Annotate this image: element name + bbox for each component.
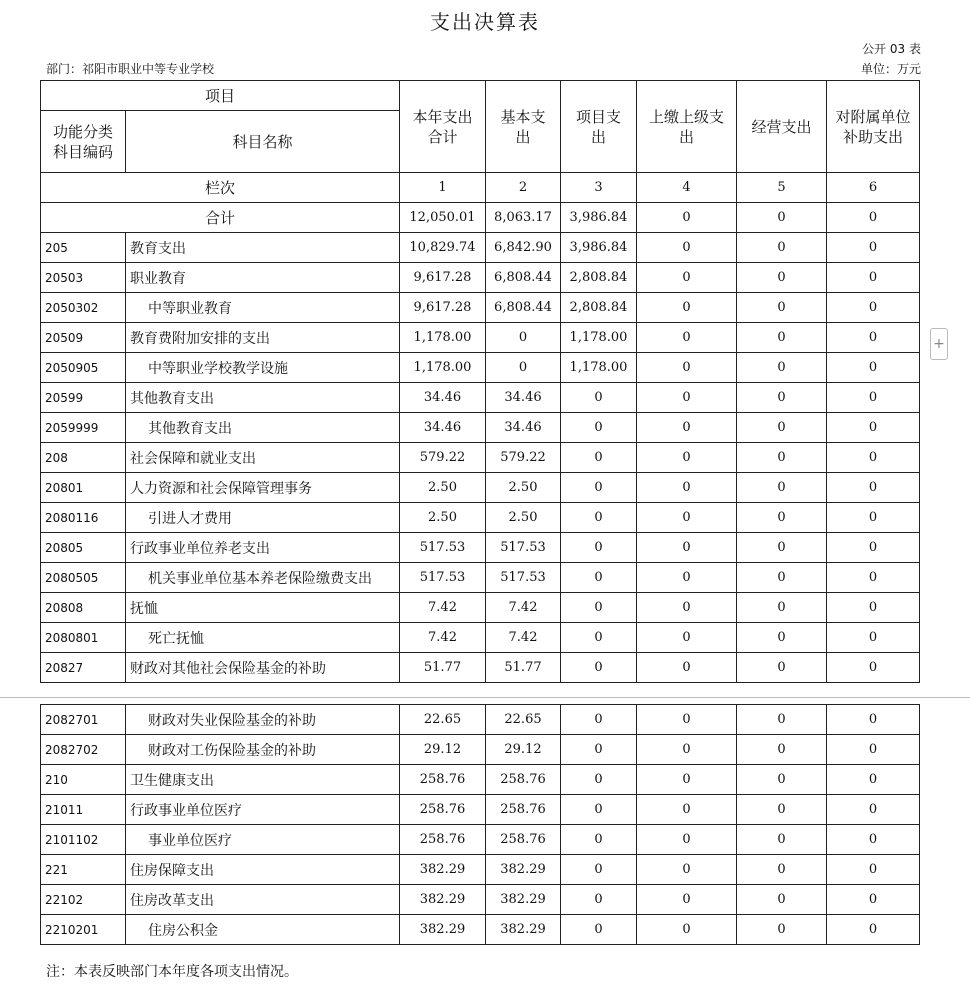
- amount-cell: 0: [737, 735, 827, 765]
- subject-code: 20805: [41, 533, 126, 563]
- subject-code: 20503: [41, 263, 126, 293]
- amount-cell: 382.29: [400, 855, 486, 885]
- amount-cell: 0: [737, 473, 827, 503]
- table-row: [41, 293, 920, 323]
- amount-cell: 579.22: [400, 443, 486, 473]
- amount-cell: 0: [637, 503, 737, 533]
- col-number: 1: [400, 173, 486, 203]
- amount-cell: 0: [561, 563, 637, 593]
- header-name: 科目名称: [126, 111, 400, 173]
- amount-cell: 7.42: [486, 593, 561, 623]
- amount-cell: 29.12: [486, 735, 561, 765]
- table-row: [41, 653, 920, 683]
- amount-cell: 0: [827, 563, 920, 593]
- amount-cell: 0: [561, 765, 637, 795]
- subject-code: 221: [41, 855, 126, 885]
- col-number: 6: [827, 173, 920, 203]
- subject-code: 20801: [41, 473, 126, 503]
- amount-cell: 0: [637, 915, 737, 945]
- header-item: 项目: [41, 81, 400, 111]
- amount-cell: 258.76: [486, 795, 561, 825]
- amount-cell: 0: [637, 825, 737, 855]
- total-cell: 0: [637, 203, 737, 233]
- amount-cell: 258.76: [400, 765, 486, 795]
- amount-cell: 0: [561, 705, 637, 735]
- amount-cell: 0: [827, 593, 920, 623]
- amount-cell: 0: [637, 855, 737, 885]
- subject-name: 财政对失业保险基金的补助: [126, 705, 400, 735]
- header-col-remit: 上缴上级支 出: [637, 81, 737, 173]
- subject-code: 2080801: [41, 623, 126, 653]
- amount-cell: 0: [827, 413, 920, 443]
- subject-name: 住房改革支出: [126, 885, 400, 915]
- amount-cell: 0: [827, 233, 920, 263]
- amount-cell: 382.29: [486, 915, 561, 945]
- col-number: 3: [561, 173, 637, 203]
- amount-cell: 0: [561, 623, 637, 653]
- subject-code: 20808: [41, 593, 126, 623]
- subject-code: 2101102: [41, 825, 126, 855]
- expenditure-table-page-1: [40, 80, 920, 683]
- amount-cell: 0: [737, 323, 827, 353]
- amount-cell: 0: [637, 735, 737, 765]
- amount-cell: 517.53: [400, 563, 486, 593]
- amount-cell: 517.53: [486, 533, 561, 563]
- amount-cell: 29.12: [400, 735, 486, 765]
- table-row: [41, 263, 920, 293]
- amount-cell: 0: [561, 915, 637, 945]
- subject-code: 2082701: [41, 705, 126, 735]
- col-number: 4: [637, 173, 737, 203]
- table-row: [41, 323, 920, 353]
- col-number: 5: [737, 173, 827, 203]
- amount-cell: 7.42: [400, 593, 486, 623]
- amount-cell: 0: [737, 795, 827, 825]
- subject-code: 22102: [41, 885, 126, 915]
- amount-cell: 0: [637, 473, 737, 503]
- amount-cell: 0: [827, 765, 920, 795]
- subject-code: 2050905: [41, 353, 126, 383]
- amount-cell: 51.77: [400, 653, 486, 683]
- header-col-subsidy: 对附属单位 补助支出: [827, 81, 920, 173]
- amount-cell: 0: [561, 825, 637, 855]
- subject-name: 行政事业单位医疗: [126, 795, 400, 825]
- table-row: [41, 825, 920, 855]
- amount-cell: 0: [827, 795, 920, 825]
- subject-name: 教育支出: [126, 233, 400, 263]
- amount-cell: 382.29: [486, 885, 561, 915]
- amount-cell: 258.76: [486, 825, 561, 855]
- table-row: [41, 855, 920, 885]
- subject-name: 事业单位医疗: [126, 825, 400, 855]
- table-row: [41, 623, 920, 653]
- subject-name: 财政对其他社会保险基金的补助: [126, 653, 400, 683]
- subject-code: 2080505: [41, 563, 126, 593]
- amount-cell: 0: [637, 293, 737, 323]
- amount-cell: 9,617.28: [400, 263, 486, 293]
- footnote: 注：本表反映部门本年度各项支出情况。: [46, 964, 298, 980]
- table-row: [41, 705, 920, 735]
- amount-cell: 0: [637, 653, 737, 683]
- table-row: [41, 765, 920, 795]
- amount-cell: 1,178.00: [561, 323, 637, 353]
- amount-cell: 0: [827, 653, 920, 683]
- amount-cell: 0: [561, 383, 637, 413]
- subject-name: 教育费附加安排的支出: [126, 323, 400, 353]
- amount-cell: 0: [737, 825, 827, 855]
- subject-name: 卫生健康支出: [126, 765, 400, 795]
- amount-cell: 0: [561, 653, 637, 683]
- amount-cell: 258.76: [400, 825, 486, 855]
- amount-cell: 0: [561, 795, 637, 825]
- amount-cell: 0: [737, 765, 827, 795]
- expand-button[interactable]: +: [930, 328, 948, 360]
- table-row: [41, 413, 920, 443]
- amount-cell: 34.46: [400, 413, 486, 443]
- total-row: [41, 203, 920, 233]
- amount-cell: 10,829.74: [400, 233, 486, 263]
- amount-cell: 6,808.44: [486, 263, 561, 293]
- amount-cell: 0: [827, 623, 920, 653]
- amount-cell: 1,178.00: [400, 353, 486, 383]
- table-row: [41, 533, 920, 563]
- amount-cell: 0: [637, 413, 737, 443]
- amount-cell: 6,808.44: [486, 293, 561, 323]
- amount-cell: 0: [827, 885, 920, 915]
- amount-cell: 0: [637, 233, 737, 263]
- table-row: [41, 735, 920, 765]
- amount-cell: 0: [737, 855, 827, 885]
- amount-cell: 2.50: [400, 503, 486, 533]
- table-row: [41, 233, 920, 263]
- subject-name: 住房保障支出: [126, 855, 400, 885]
- amount-cell: 6,842.90: [486, 233, 561, 263]
- col-number: 2: [486, 173, 561, 203]
- amount-cell: 0: [737, 653, 827, 683]
- amount-cell: 0: [737, 885, 827, 915]
- amount-cell: 0: [561, 413, 637, 443]
- subject-name: 中等职业学校教学设施: [126, 353, 400, 383]
- subject-code: 208: [41, 443, 126, 473]
- total-cell: 3,986.84: [561, 203, 637, 233]
- amount-cell: 0: [737, 593, 827, 623]
- amount-cell: 0: [561, 885, 637, 915]
- amount-cell: 2.50: [486, 503, 561, 533]
- amount-cell: 579.22: [486, 443, 561, 473]
- amount-cell: 0: [637, 383, 737, 413]
- subject-name: 机关事业单位基本养老保险缴费支出: [126, 563, 400, 593]
- amount-cell: 1,178.00: [400, 323, 486, 353]
- amount-cell: 0: [486, 353, 561, 383]
- unit-label: 单位：万元: [860, 62, 921, 76]
- subject-code: 2082702: [41, 735, 126, 765]
- amount-cell: 258.76: [486, 765, 561, 795]
- subject-code: 20509: [41, 323, 126, 353]
- amount-cell: 0: [737, 233, 827, 263]
- subject-code: 205: [41, 233, 126, 263]
- amount-cell: 382.29: [486, 855, 561, 885]
- amount-cell: 0: [827, 473, 920, 503]
- total-cell: 0: [737, 203, 827, 233]
- amount-cell: 0: [637, 533, 737, 563]
- table-row: [41, 473, 920, 503]
- subject-code: 2210201: [41, 915, 126, 945]
- subject-code: 20599: [41, 383, 126, 413]
- subject-code: 2059999: [41, 413, 126, 443]
- subject-name: 住房公积金: [126, 915, 400, 945]
- subject-name: 行政事业单位养老支出: [126, 533, 400, 563]
- amount-cell: 0: [737, 563, 827, 593]
- amount-cell: 0: [637, 705, 737, 735]
- subject-name: 其他教育支出: [126, 383, 400, 413]
- amount-cell: 22.65: [400, 705, 486, 735]
- header-col-total: 本年支出 合计: [400, 81, 486, 173]
- amount-cell: 0: [561, 443, 637, 473]
- amount-cell: 0: [737, 915, 827, 945]
- amount-cell: 0: [637, 623, 737, 653]
- amount-cell: 0: [561, 503, 637, 533]
- subject-name: 其他教育支出: [126, 413, 400, 443]
- amount-cell: 0: [827, 705, 920, 735]
- subject-name: 职业教育: [126, 263, 400, 293]
- subject-name: 死亡抚恤: [126, 623, 400, 653]
- form-number: 公开 03 表: [862, 42, 921, 56]
- amount-cell: 0: [827, 915, 920, 945]
- amount-cell: 0: [561, 473, 637, 503]
- amount-cell: 517.53: [400, 533, 486, 563]
- amount-cell: 7.42: [400, 623, 486, 653]
- table-row: [41, 563, 920, 593]
- amount-cell: 9,617.28: [400, 293, 486, 323]
- amount-cell: 7.42: [486, 623, 561, 653]
- amount-cell: 0: [827, 503, 920, 533]
- amount-cell: 0: [737, 353, 827, 383]
- amount-cell: 0: [637, 593, 737, 623]
- subject-code: 2050302: [41, 293, 126, 323]
- amount-cell: 0: [637, 765, 737, 795]
- subject-name: 抚恤: [126, 593, 400, 623]
- amount-cell: 0: [637, 795, 737, 825]
- header-col-operation: 经营支出: [737, 81, 827, 173]
- amount-cell: 34.46: [400, 383, 486, 413]
- subject-name: 社会保障和就业支出: [126, 443, 400, 473]
- amount-cell: 0: [827, 735, 920, 765]
- amount-cell: 2.50: [486, 473, 561, 503]
- subject-name: 引进人才费用: [126, 503, 400, 533]
- total-cell: 0: [827, 203, 920, 233]
- amount-cell: 3,986.84: [561, 233, 637, 263]
- table-row: [41, 795, 920, 825]
- amount-cell: 382.29: [400, 885, 486, 915]
- table-row: [41, 915, 920, 945]
- amount-cell: 0: [827, 383, 920, 413]
- amount-cell: 2.50: [400, 473, 486, 503]
- subject-code: 210: [41, 765, 126, 795]
- amount-cell: 0: [637, 563, 737, 593]
- subject-code: 20827: [41, 653, 126, 683]
- page-title: 支出决算表: [430, 10, 540, 34]
- table-row: [41, 503, 920, 533]
- amount-cell: 0: [561, 735, 637, 765]
- amount-cell: 22.65: [486, 705, 561, 735]
- amount-cell: 517.53: [486, 563, 561, 593]
- subject-name: 财政对工伤保险基金的补助: [126, 735, 400, 765]
- amount-cell: 0: [637, 323, 737, 353]
- header-col-project: 项目支 出: [561, 81, 637, 173]
- subject-name: 人力资源和社会保障管理事务: [126, 473, 400, 503]
- department-label: 部门：祁阳市职业中等专业学校: [46, 62, 215, 76]
- amount-cell: 0: [737, 443, 827, 473]
- amount-cell: 382.29: [400, 915, 486, 945]
- amount-cell: 0: [827, 855, 920, 885]
- amount-cell: 0: [637, 885, 737, 915]
- amount-cell: 0: [827, 533, 920, 563]
- amount-cell: 2,808.84: [561, 293, 637, 323]
- amount-cell: 34.46: [486, 413, 561, 443]
- amount-cell: 0: [486, 323, 561, 353]
- amount-cell: 0: [737, 413, 827, 443]
- amount-cell: 0: [637, 263, 737, 293]
- amount-cell: 0: [637, 353, 737, 383]
- amount-cell: 0: [561, 855, 637, 885]
- amount-cell: 0: [827, 323, 920, 353]
- table-row: [41, 383, 920, 413]
- amount-cell: 258.76: [400, 795, 486, 825]
- table-row: [41, 593, 920, 623]
- amount-cell: 51.77: [486, 653, 561, 683]
- table-row: [41, 885, 920, 915]
- page-break-divider: [0, 697, 970, 698]
- amount-cell: 0: [827, 293, 920, 323]
- subject-code: 2080116: [41, 503, 126, 533]
- amount-cell: 0: [561, 533, 637, 563]
- table-row: [41, 353, 920, 383]
- subject-name: 中等职业教育: [126, 293, 400, 323]
- lanci-label: 栏次: [41, 173, 400, 203]
- amount-cell: 0: [827, 353, 920, 383]
- amount-cell: 0: [737, 503, 827, 533]
- amount-cell: 34.46: [486, 383, 561, 413]
- expenditure-table-page-2: [40, 704, 920, 945]
- amount-cell: 0: [737, 533, 827, 563]
- subject-code: 21011: [41, 795, 126, 825]
- amount-cell: 0: [561, 593, 637, 623]
- header-code: 功能分类 科目编码: [41, 111, 126, 173]
- total-label: 合计: [41, 203, 400, 233]
- amount-cell: 0: [637, 443, 737, 473]
- amount-cell: 0: [737, 263, 827, 293]
- total-cell: 12,050.01: [400, 203, 486, 233]
- total-cell: 8,063.17: [486, 203, 561, 233]
- amount-cell: 0: [737, 293, 827, 323]
- amount-cell: 0: [827, 263, 920, 293]
- amount-cell: 1,178.00: [561, 353, 637, 383]
- amount-cell: 2,808.84: [561, 263, 637, 293]
- header-col-basic: 基本支 出: [486, 81, 561, 173]
- amount-cell: 0: [827, 825, 920, 855]
- amount-cell: 0: [737, 705, 827, 735]
- amount-cell: 0: [737, 623, 827, 653]
- amount-cell: 0: [737, 383, 827, 413]
- table-row: [41, 443, 920, 473]
- amount-cell: 0: [827, 443, 920, 473]
